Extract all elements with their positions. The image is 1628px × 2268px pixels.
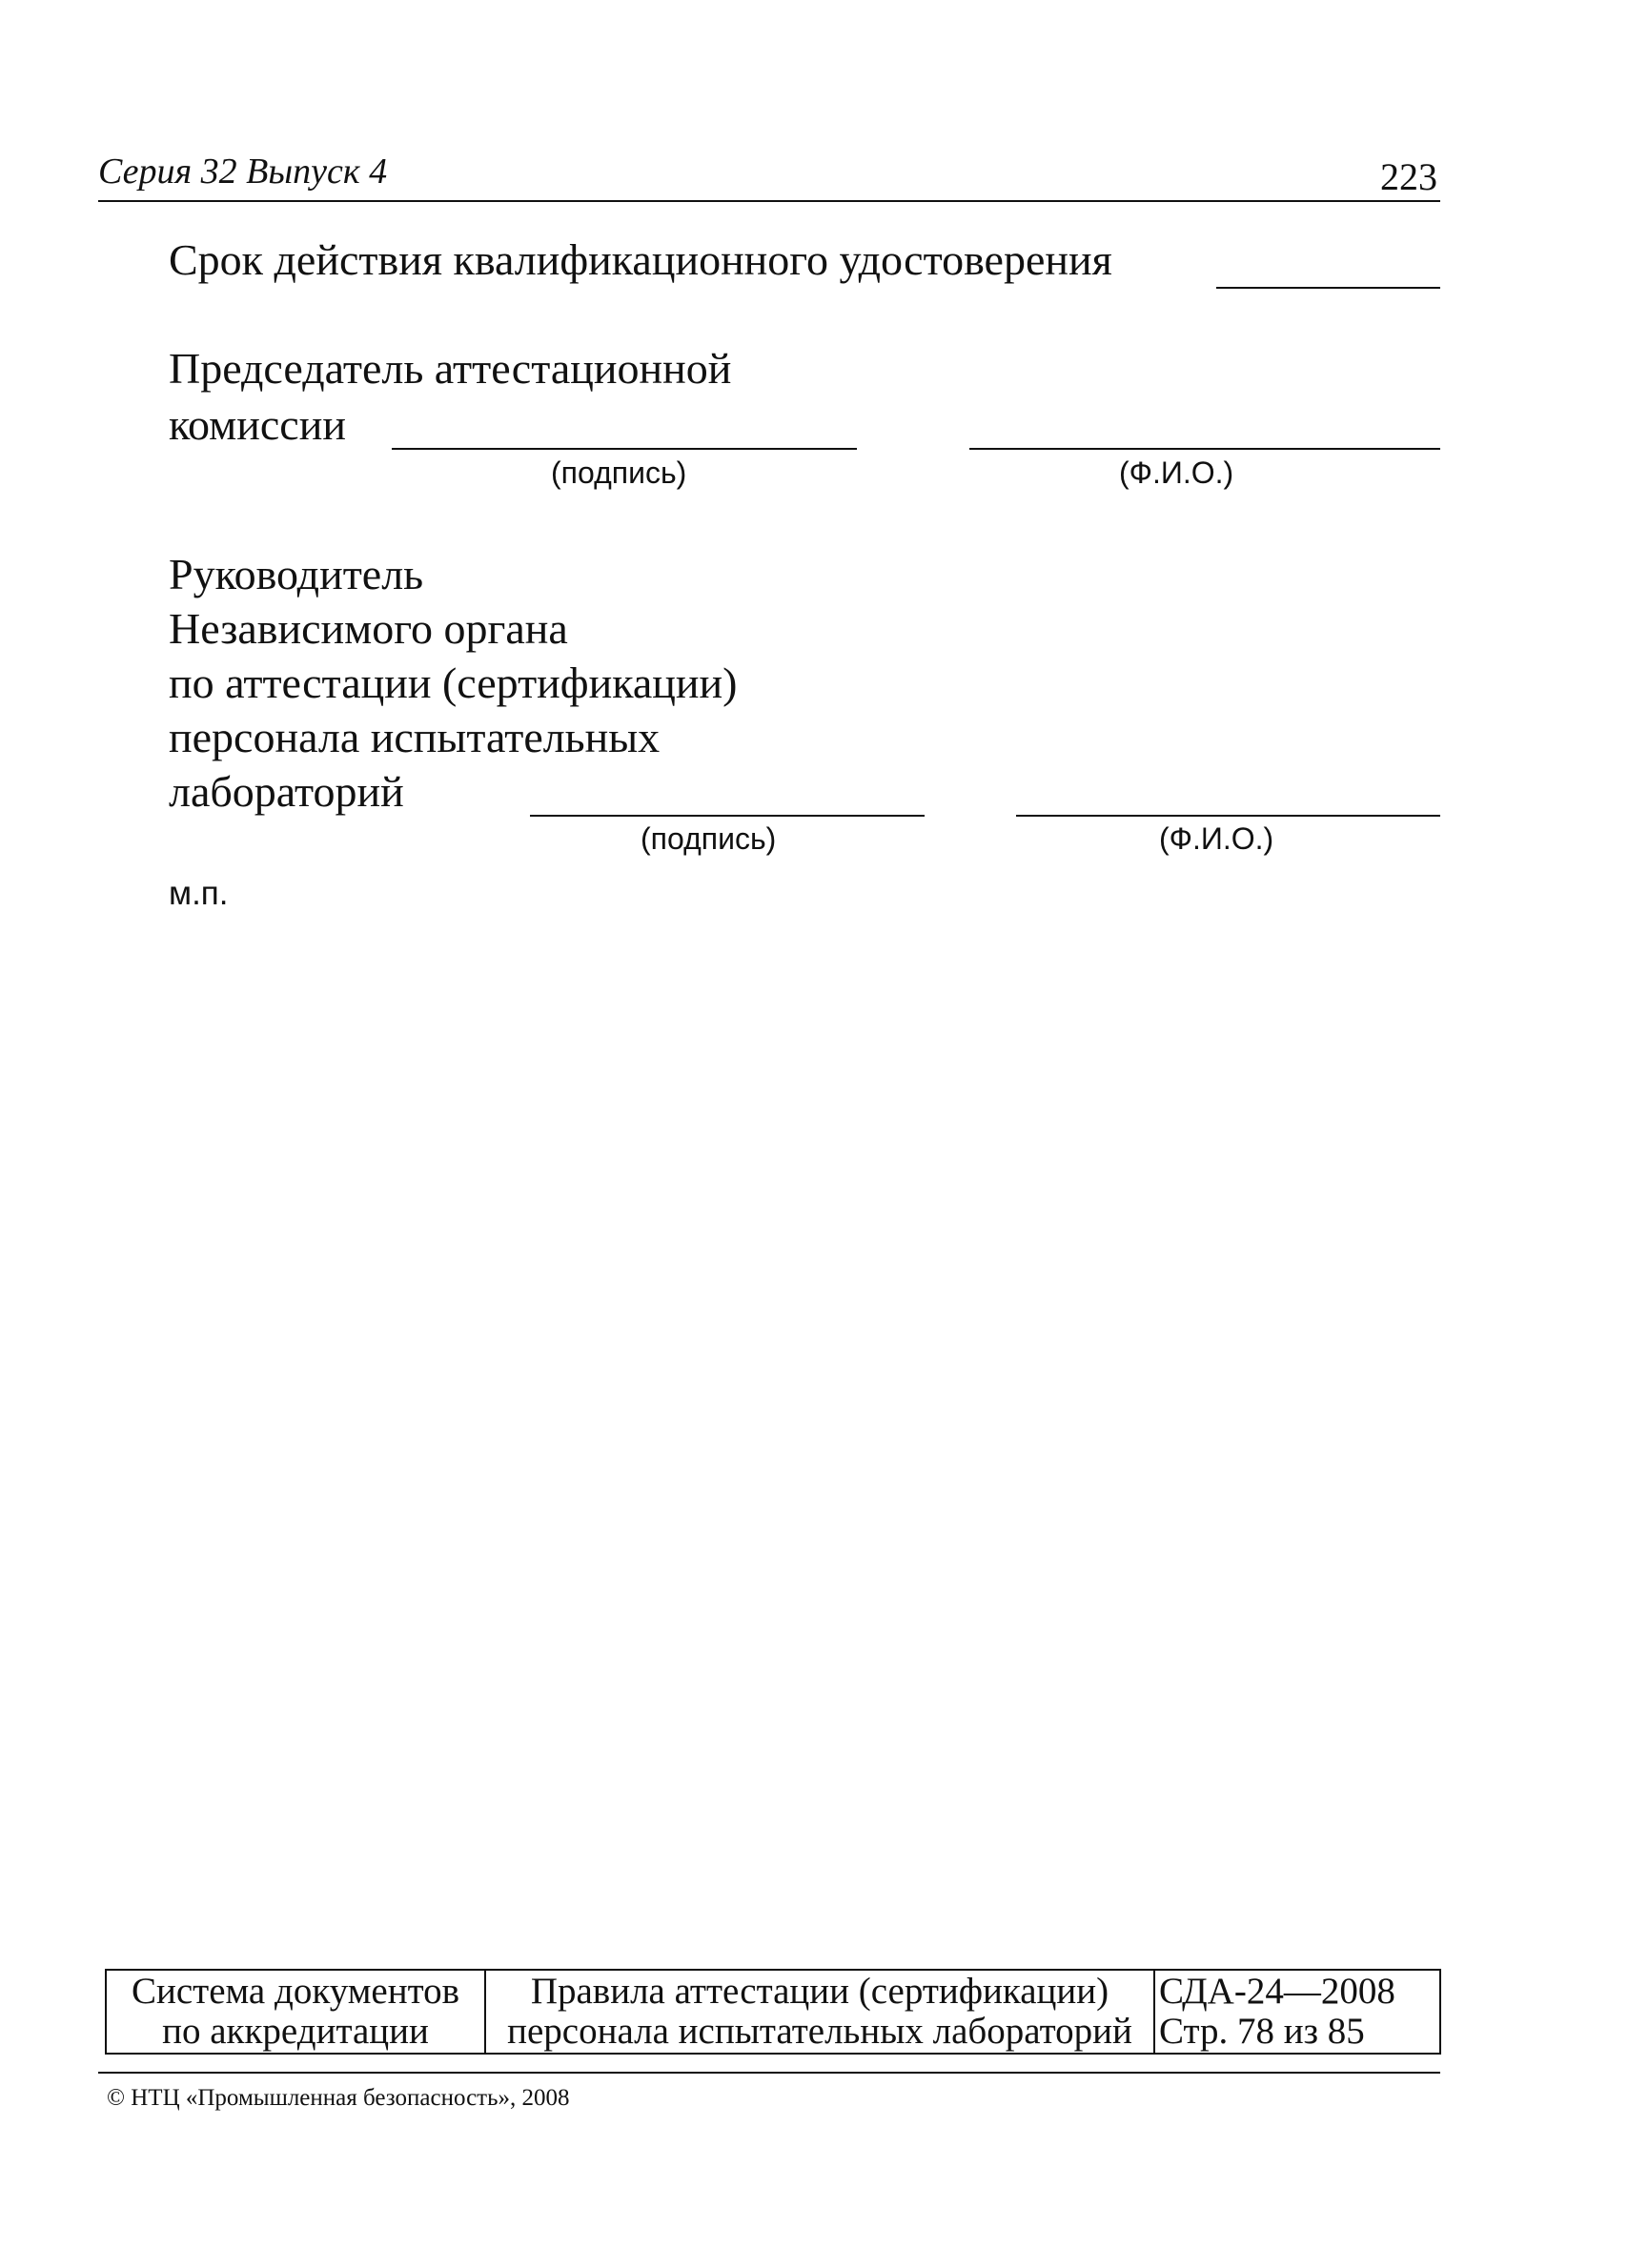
footer-rule — [98, 2072, 1440, 2074]
chairman-signature-line — [392, 448, 857, 450]
head-title-line3: по аттестации (сертификации) — [169, 658, 738, 707]
validity-blank-line — [1216, 287, 1440, 289]
footer-system-cell — [106, 1970, 485, 2054]
footer-title-line2: персонала испытательных лабораторий — [507, 2011, 1132, 2053]
chairman-signature-caption: (подпись) — [551, 456, 687, 490]
head-name-caption: (Ф.И.О.) — [1159, 821, 1274, 856]
footer-table — [105, 1969, 1441, 2055]
copyright-text: © НТЦ «Промышленная безопасность», 2008 — [107, 2085, 570, 2111]
head-title-line1: Руководитель — [169, 550, 424, 598]
chairman-name-caption: (Ф.И.О.) — [1119, 456, 1234, 490]
footer-table-row — [106, 1970, 1440, 2054]
running-header-series: Серия 32 Выпуск 4 — [98, 152, 388, 192]
head-title-line4: персонала испытательных — [169, 713, 661, 761]
head-signature-caption: (подпись) — [641, 821, 777, 856]
head-signature-line — [530, 815, 925, 817]
footer-title-line1: Правила аттестации (сертификации) — [530, 1971, 1109, 2012]
head-title-line5: лабораторий — [169, 767, 404, 816]
chairman-name-line — [969, 448, 1440, 450]
header-rule — [98, 200, 1440, 202]
stamp-place-label: м.п. — [169, 875, 229, 912]
footer-page-count: Стр. 78 из 85 — [1159, 2011, 1365, 2053]
chairman-title-line2: комиссии — [169, 400, 346, 449]
head-title-line2: Независимого органа — [169, 604, 568, 653]
head-name-line — [1016, 815, 1440, 817]
footer-title-cell — [485, 1970, 1154, 2054]
footer-code-cell — [1154, 1970, 1440, 2054]
chairman-title-line1: Председатель аттестационной — [169, 344, 732, 393]
validity-label: Срок действия квалификационного удостоверения — [169, 235, 1112, 284]
footer-system-line1: Система документов — [131, 1971, 460, 2012]
footer-doc-code: СДА-24—2008 — [1159, 1971, 1395, 2012]
footer-system-line2: по аккредитации — [162, 2011, 429, 2053]
page-number: 223 — [1380, 155, 1437, 198]
